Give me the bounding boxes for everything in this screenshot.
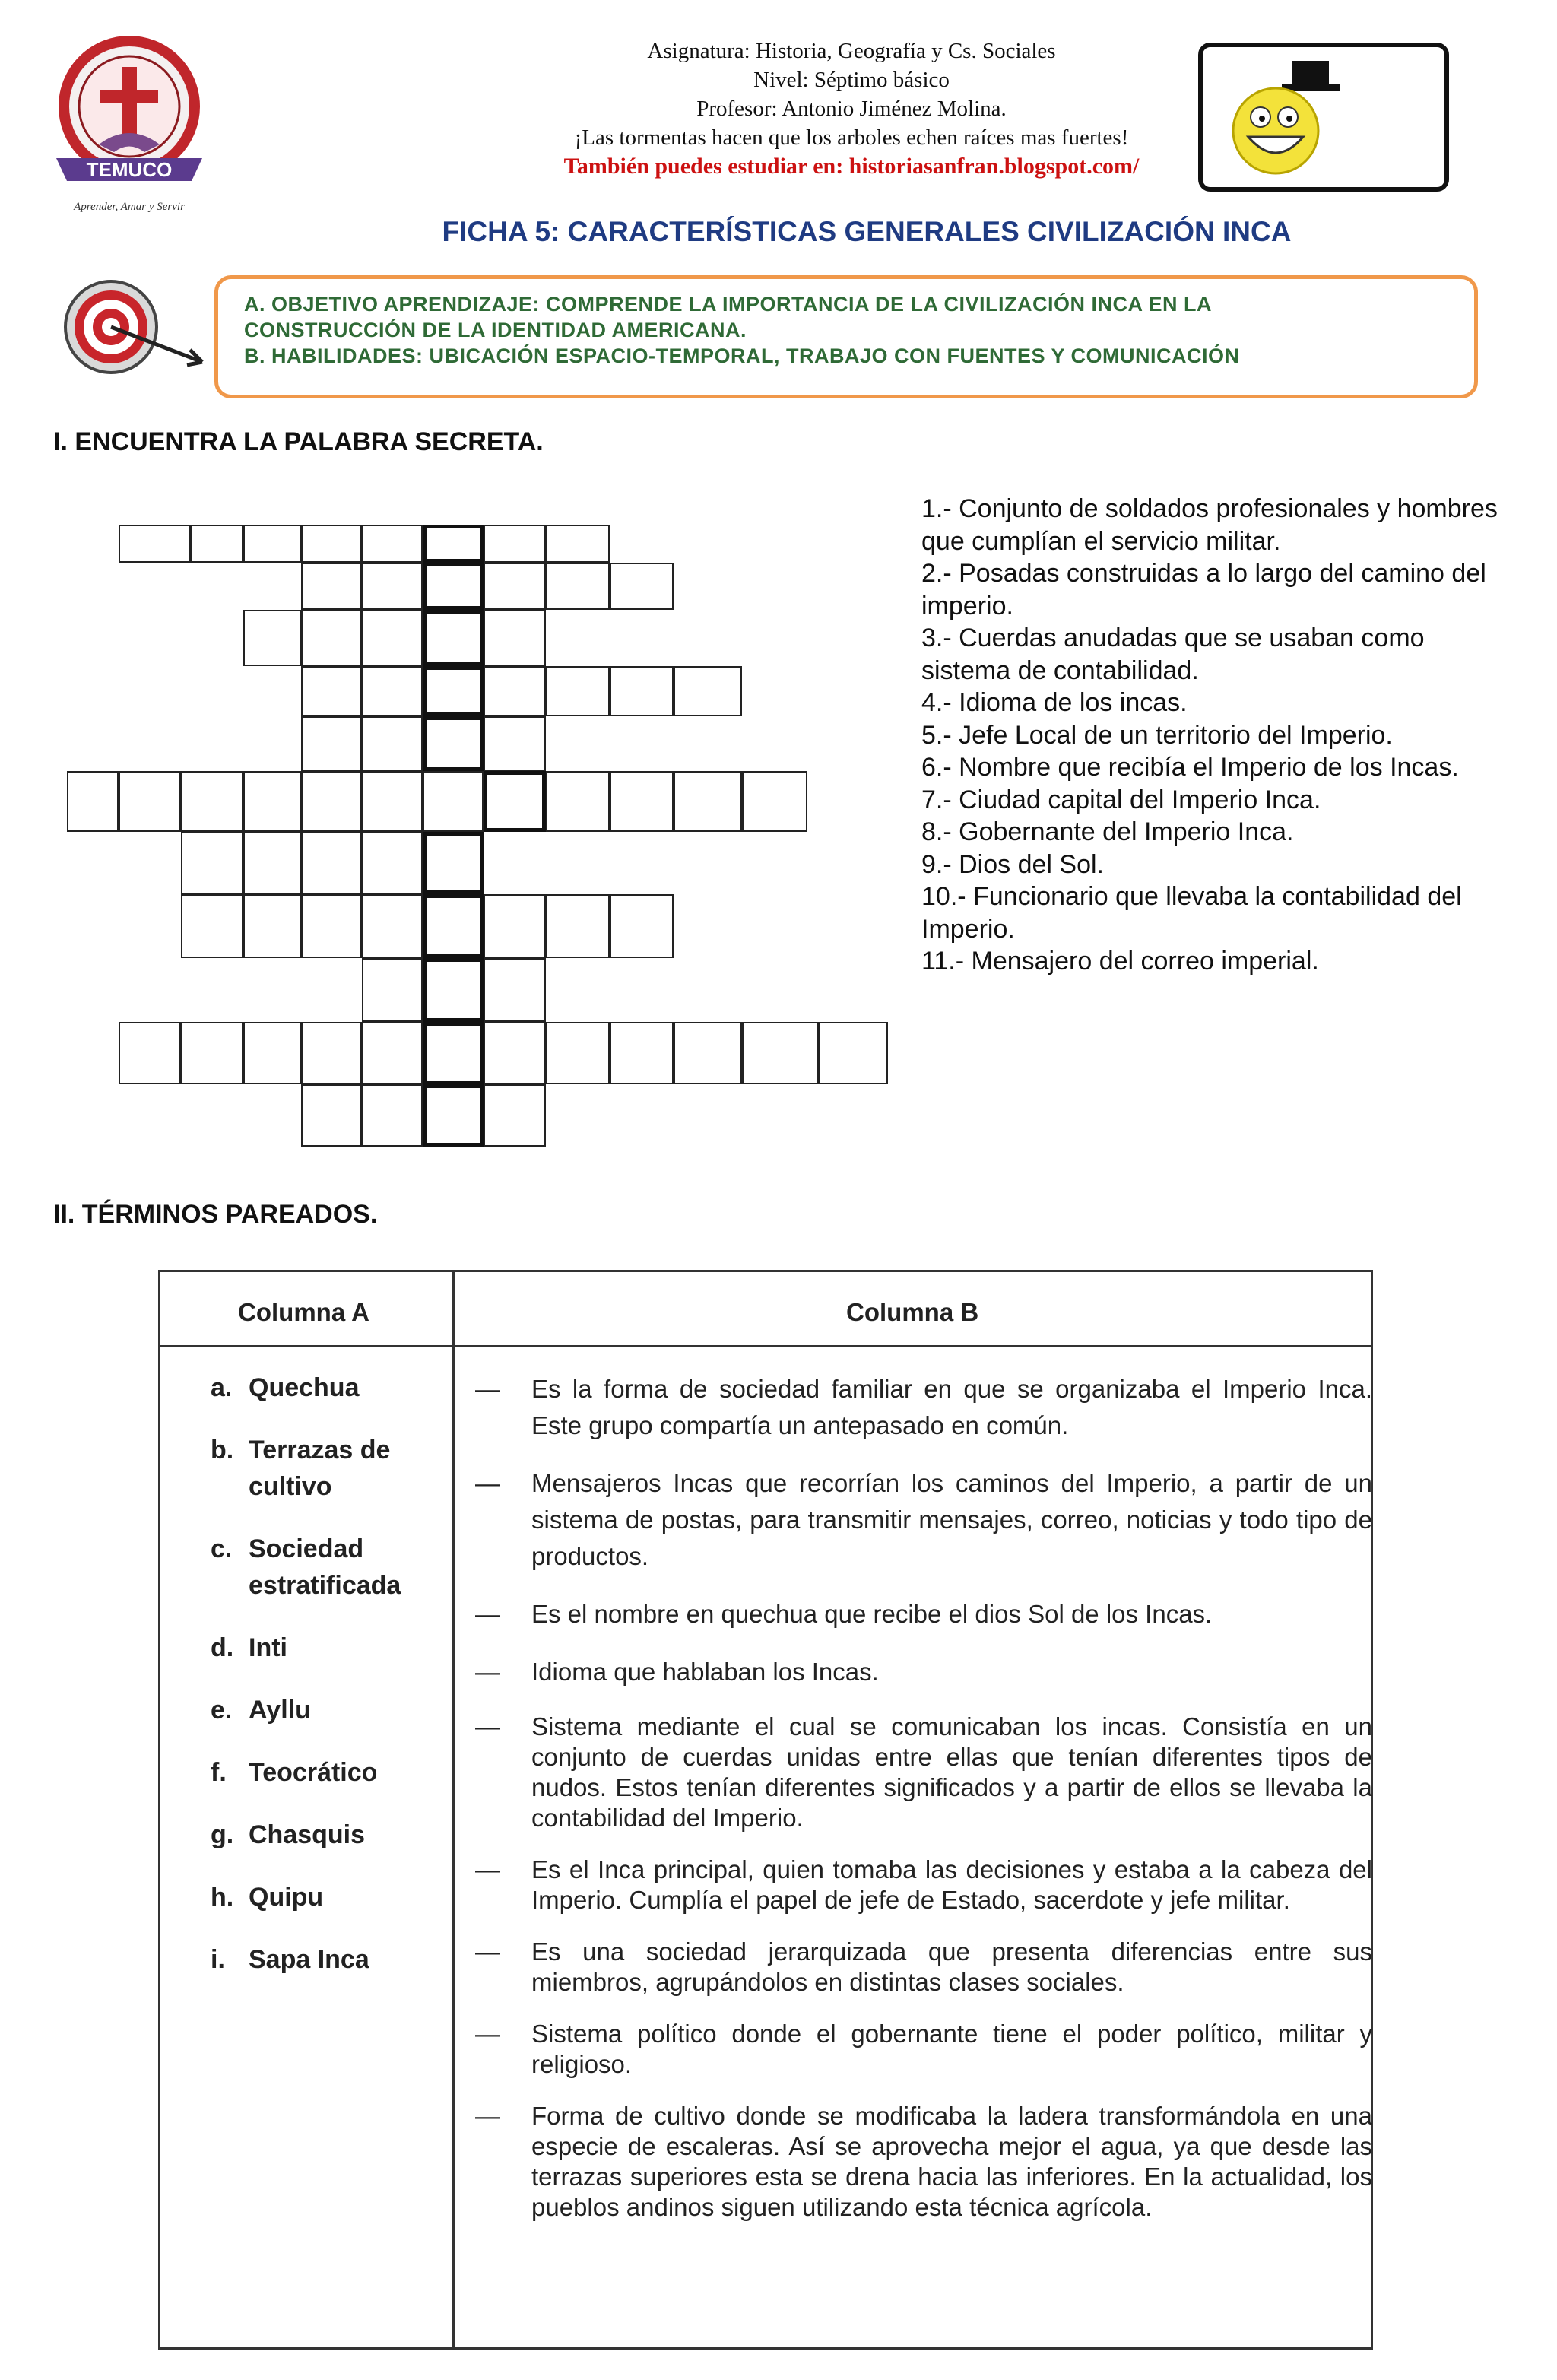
crossword-cell[interactable] [362,1022,423,1084]
crossword-cell[interactable] [301,894,362,958]
crossword-cell[interactable] [301,1084,362,1147]
crossword-cell[interactable] [742,771,807,832]
crossword-cell[interactable] [301,832,362,894]
objectives-box [214,275,1478,398]
crossword-cell[interactable] [423,771,484,832]
term-d: d. Inti [211,1633,287,1662]
objective-line-a1: A. OBJETIVO APRENDIZAJE: COMPRENDE LA IMPORTANCIA DE LA CIVILIZACIÓN INCA EN LA [244,293,1213,316]
column-separator [452,1272,455,2347]
definition-3: — Es el nombre en quechua que recibe el dios Sol de los Incas. [475,1600,1213,1628]
secret-word-cell[interactable] [423,1022,484,1084]
clue-10: 10.- Funcionario que llevaba la contabilidad del Imperio. [921,882,1462,944]
crossword-cell[interactable] [243,832,301,894]
crossword-cell[interactable] [301,666,362,716]
definition-6: — Es el Inca principal, quien tomaba las decisiones y estaba a la cabeza del Imperio. Cumplía el papel de jefe de Estado, sacerdote y jefe militar. [475,1855,1372,1914]
crossword-cell[interactable] [67,771,119,832]
crossword-cell[interactable] [301,610,362,666]
crossword-cell[interactable] [181,894,243,958]
crossword-cell[interactable] [243,525,301,563]
crossword-cell[interactable] [610,894,674,958]
crossword-cell[interactable] [674,1022,742,1084]
study-link-line: También puedes estudiar en: historiasanfran.blogspot.com/ [563,154,1140,179]
crossword-cell[interactable] [243,1022,301,1084]
matching-table [158,1270,1373,2350]
level-line: Nivel: Séptimo básico [753,68,950,92]
crossword-cell[interactable] [362,563,423,610]
definition-4: — Idioma que hablaban los Incas. [475,1658,879,1686]
school-logo [53,30,205,221]
crossword-cell[interactable] [546,666,610,716]
crossword-cell[interactable] [610,771,674,832]
subject-line: Asignatura: Historia, Geografía y Cs. Sociales [647,39,1056,63]
term-i: i. Sapa Inca [211,1945,369,1974]
clue-2: 2.- Posadas construidas a lo largo del camino del imperio. [921,559,1486,620]
crossword-cell[interactable] [546,1022,610,1084]
crossword-cell[interactable] [546,771,610,832]
column-a-header: Columna A [238,1298,369,1326]
column-a-list [211,1369,439,1978]
secret-word-cell[interactable] [423,894,484,958]
crossword-cell[interactable] [301,525,362,563]
teacher-line: Profesor: Antonio Jiménez Molina. [696,97,1007,121]
secret-word-cell[interactable] [423,832,484,894]
crossword-cell[interactable] [610,563,674,610]
term-f: f. Teocrático [211,1758,378,1787]
crossword-cell[interactable] [484,563,546,610]
term-a: a. Quechua [211,1373,360,1402]
page-title: FICHA 5: CARACTERÍSTICAS GENERALES CIVILIZACIÓN INCA [442,216,1292,247]
secret-word-cell[interactable] [423,610,484,666]
crossword-cell[interactable] [181,1022,243,1084]
smiley-mascot-icon [1203,47,1444,187]
clue-8: 8.- Gobernante del Imperio Inca. [921,817,1294,846]
column-b-header: Columna B [846,1298,979,1326]
crossword-cell[interactable] [301,1022,362,1084]
mascot-box [1198,43,1449,192]
crossword-cell[interactable] [484,958,546,1022]
crossword-cell[interactable] [181,771,243,832]
crossword-cell[interactable] [243,894,301,958]
clue-4: 4.- Idioma de los incas. [921,688,1188,717]
definition-9: — Forma de cultivo donde se modificaba la ladera transformándola en una especie de escaleras. Así se aprovecha mejor el agua, ya que desde las terrazas superiores esta se drena hacia las inferiores. En la actualidad, los pueblos andinos siguen utilizando esta técnica agrícola. [475,2102,1372,2221]
crossword-cell[interactable] [484,716,546,771]
secret-word-cell[interactable] [423,563,484,610]
crossword-cell[interactable] [484,1084,546,1147]
column-b-list [475,1371,1372,2223]
crossword-cell[interactable] [610,666,674,716]
crossword-cell[interactable] [546,563,610,610]
motto-line: ¡Las tormentas hacen que los arboles echen raíces mas fuertes! [574,125,1129,150]
crossword-cell[interactable] [119,1022,181,1084]
objective-line-b: B. HABILIDADES: UBICACIÓN ESPACIO-TEMPORAL, TRABAJO CON FUENTES Y COMUNICACIÓN [244,344,1240,367]
crossword-clues [921,493,1514,978]
crossword-cell[interactable] [301,563,362,610]
clue-7: 7.- Ciudad capital del Imperio Inca. [921,785,1321,814]
crossword-cell[interactable] [362,525,423,563]
crossword-cell[interactable] [362,894,423,958]
svg-text:TEMUCO: TEMUCO [86,158,173,181]
crossword-cell[interactable] [362,958,423,1022]
term-e: e. Ayllu [211,1696,311,1725]
crossword-cell[interactable] [362,610,423,666]
crossword-cell[interactable] [362,832,423,894]
term-b: b. Terrazas de cultivo [211,1436,391,1501]
secret-word-cell[interactable] [423,525,484,563]
crossword-cell[interactable] [484,666,546,716]
header [426,36,1277,181]
term-c: c. Sociedad estratificada [211,1534,401,1600]
crossword-cell[interactable] [742,1022,818,1084]
section-1-title: I. ENCUENTRA LA PALABRA SECRETA. [53,427,544,456]
crossword-cell[interactable] [610,1022,674,1084]
crossword-cell[interactable] [362,666,423,716]
crossword-cell[interactable] [546,894,610,958]
clue-5: 5.- Jefe Local de un territorio del Imperio. [921,720,1393,750]
clue-11: 11.- Mensajero del correo imperial. [921,947,1319,976]
definition-5: — Sistema mediante el cual se comunicaban los incas. Consistía en un conjunto de cuerdas unidas entre ellas que tenían diferentes tipos de nudos. Estos tenían diferentes significados y a partir de ellos se llevaba la contabilidad del Imperio. [475,1712,1372,1832]
secret-word-cell[interactable] [423,666,484,716]
crossword-cell[interactable] [243,610,301,666]
clue-3: 3.- Cuerdas anudadas que se usaban como sistema de contabilidad. [921,624,1425,685]
crossword-cell[interactable] [362,771,423,832]
crossword-cell[interactable] [484,894,546,958]
crossword-cell[interactable] [190,525,243,563]
crossword-cell[interactable] [818,1022,888,1084]
crossword-cell[interactable] [243,771,301,832]
crossword-cell[interactable] [119,771,181,832]
secret-word-cell[interactable] [423,716,484,771]
crossword-cell[interactable] [484,525,546,563]
clue-1: 1.- Conjunto de soldados profesionales y hombres que cumplían el servicio militar. [921,494,1498,556]
crossword-cell[interactable] [362,716,423,771]
secret-word-cell[interactable] [423,1084,484,1147]
crossword-cell[interactable] [546,525,610,563]
svg-text:Aprender, Amar y Servir: Aprender, Amar y Servir [74,201,185,213]
definition-7: — Es una sociedad jerarquizada que presenta diferencias entre sus miembros, agrupándolos en distintas clases sociales. [475,1937,1372,1996]
secret-word-cell[interactable] [484,771,546,832]
crossword-cell[interactable] [181,832,243,894]
crossword-cell[interactable] [301,771,362,832]
term-g: g. Chasquis [211,1820,366,1849]
objective-line-a2: CONSTRUCCIÓN DE LA IDENTIDAD AMERICANA. [244,319,747,341]
section-2-title: II. TÉRMINOS PAREADOS. [53,1200,378,1229]
crossword-cell[interactable] [674,666,742,716]
crossword-cell[interactable] [119,525,190,563]
definition-8: — Sistema político donde el gobernante tiene el poder político, militar y religioso. [475,2020,1372,2078]
target-icon [58,277,217,383]
clue-6: 6.- Nombre que recibía el Imperio de los Incas. [921,753,1459,782]
crossword-cell[interactable] [484,610,546,666]
crossword-cell[interactable] [362,1084,423,1147]
clue-9: 9.- Dios del Sol. [921,849,1104,879]
definition-1: — Es la forma de sociedad familiar en que se organizaba el Imperio Inca. Este grupo compartía un antepasado en común. [475,1375,1372,1439]
secret-word-cell[interactable] [423,958,484,1022]
crossword-cell[interactable] [484,1022,546,1084]
crossword-cell[interactable] [674,771,742,832]
definition-2: — Mensajeros Incas que recorrían los caminos del Imperio, a partir de un sistema de postas, para transmitir mensajes, correo, noticias y todo tipo de productos. [475,1469,1372,1570]
term-h: h. Quipu [211,1883,324,1912]
crossword-cell[interactable] [301,716,362,771]
